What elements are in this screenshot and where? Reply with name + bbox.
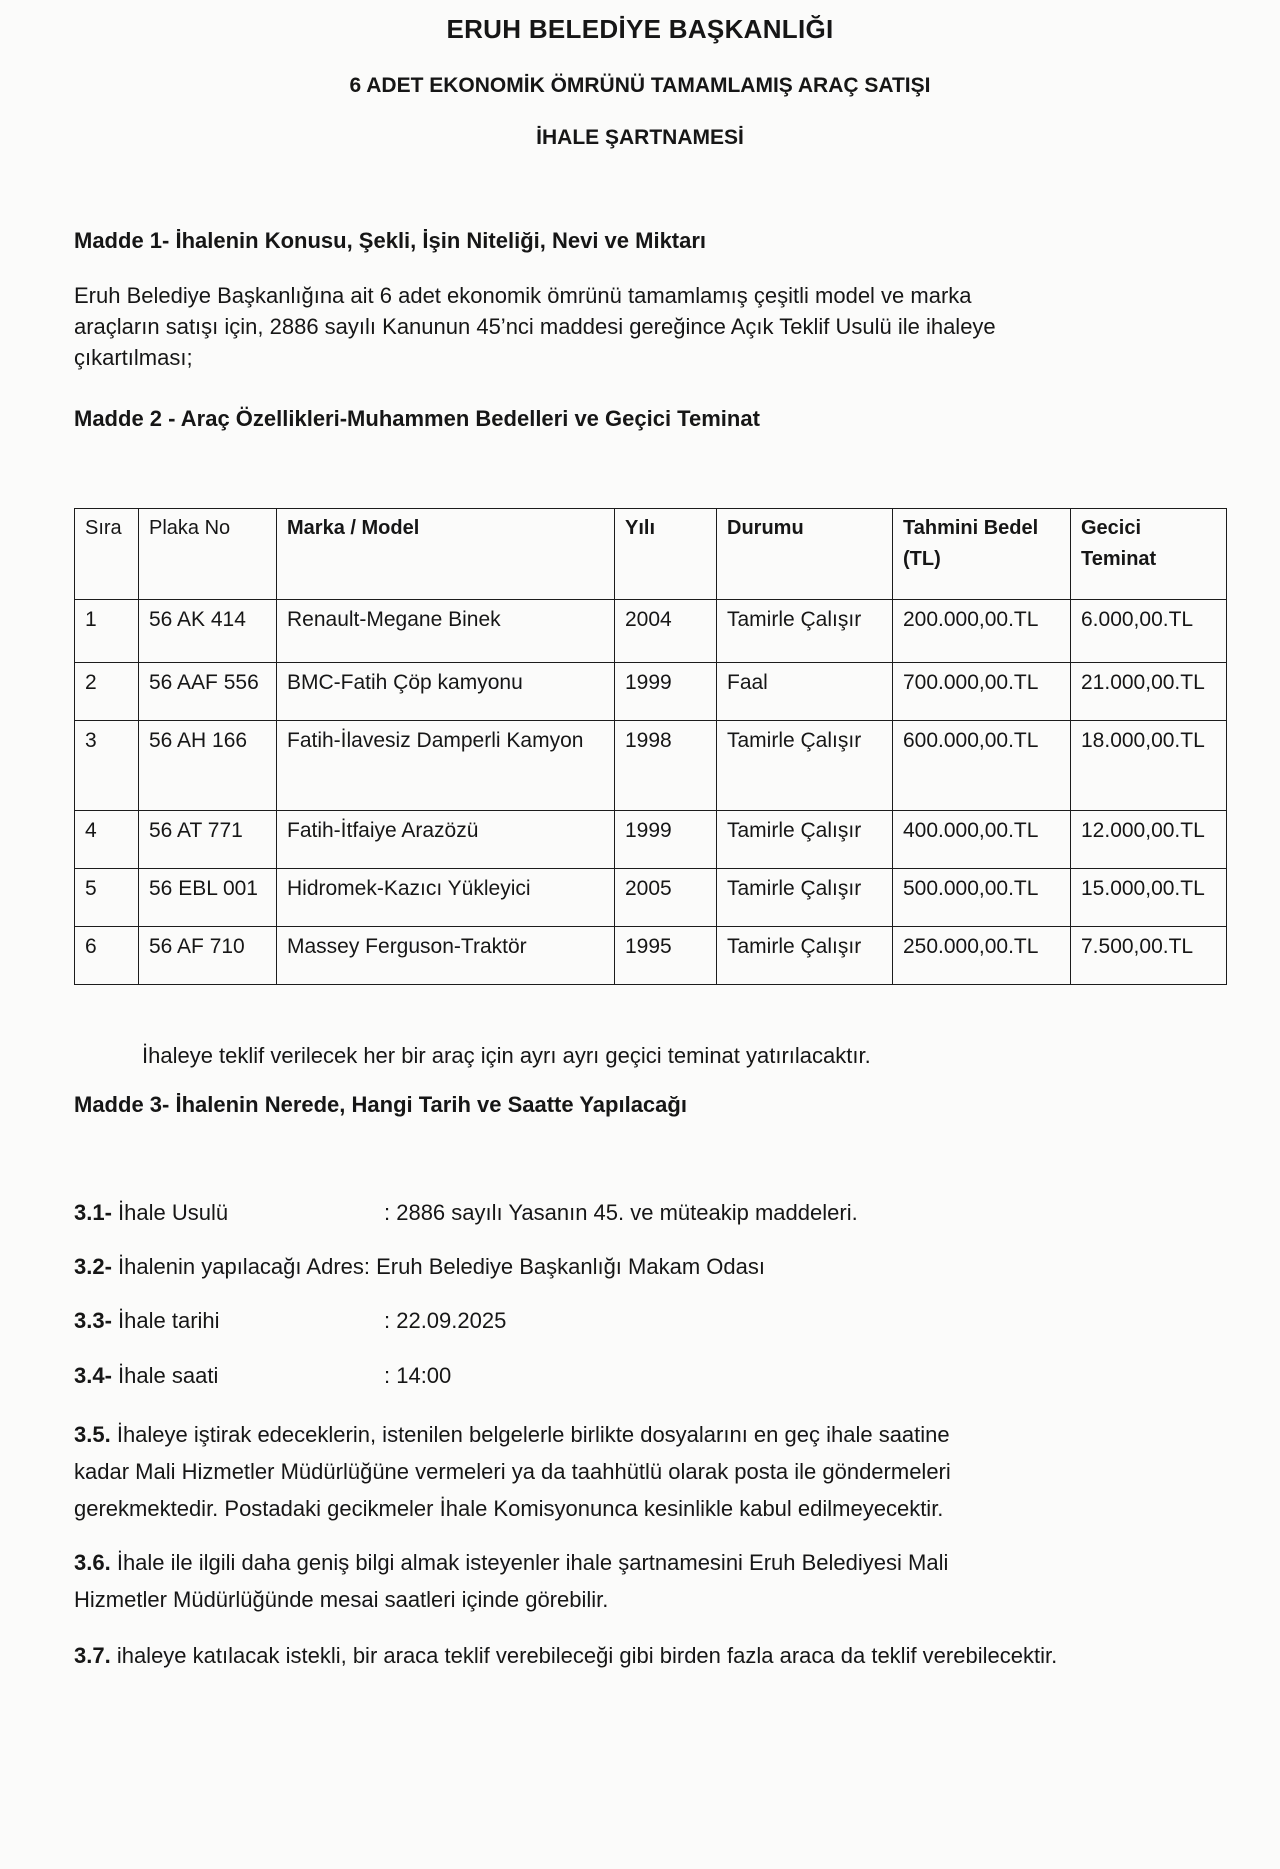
document-type: İHALE ŞARTNAMESİ <box>536 126 744 149</box>
item-3-5 <box>74 1416 1234 1527</box>
cell-tahmini-bedel: 400.000,00.TL <box>893 811 1071 869</box>
cell-plaka: 56 AH 166 <box>139 721 277 811</box>
cell-yili: 1998 <box>615 721 717 811</box>
cell-plaka: 56 AT 771 <box>139 811 277 869</box>
item-label: İhale Usulü <box>118 1200 229 1225</box>
cell-marka-model: Fatih-İlavesiz Damperli Kamyon <box>277 721 615 811</box>
cell-sira: 5 <box>75 869 139 927</box>
item-3-6 <box>74 1544 1234 1618</box>
cell-sira: 4 <box>75 811 139 869</box>
item-number: 3.2- <box>74 1254 112 1279</box>
item-number: 3.6. <box>74 1550 111 1575</box>
item-label: İhale tarihi <box>118 1308 220 1333</box>
item-number: 3.4- <box>74 1363 112 1388</box>
cell-gecici-teminat: 7.500,00.TL <box>1071 927 1227 985</box>
item-number: 3.1- <box>74 1200 112 1225</box>
column-header-gecici-teminat: Gecici Teminat <box>1071 509 1227 600</box>
column-header-yili: Yılı <box>615 509 717 600</box>
cell-tahmini-bedel: 500.000,00.TL <box>893 869 1071 927</box>
vehicle-table <box>74 508 1227 985</box>
document-subtitle: 6 ADET EKONOMİK ÖMRÜNÜ TAMAMLAMIŞ ARAÇ SATIŞI <box>349 74 931 97</box>
cell-yili: 2005 <box>615 869 717 927</box>
item-number: 3.7. <box>74 1643 111 1668</box>
item-3-5-line: kadar Mali Hizmetler Müdürlüğüne vermeleri ya da taahhütlü olarak posta ile göndermeleri <box>74 1459 951 1484</box>
cell-durumu: Faal <box>717 663 893 721</box>
cell-sira: 1 <box>75 600 139 663</box>
cell-tahmini-bedel: 200.000,00.TL <box>893 600 1071 663</box>
table-row <box>75 721 1227 811</box>
madde-1-paragraph <box>74 280 1234 373</box>
table-row <box>75 869 1227 927</box>
madde-1-line: çıkartılması; <box>74 345 193 370</box>
column-header-plaka: Plaka No <box>139 509 277 600</box>
cell-yili: 2004 <box>615 600 717 663</box>
column-header-sira: Sıra <box>75 509 139 600</box>
cell-plaka: 56 AF 710 <box>139 927 277 985</box>
item-3-7 <box>74 1640 1254 1671</box>
cell-tahmini-bedel: 250.000,00.TL <box>893 927 1071 985</box>
cell-plaka: 56 AK 414 <box>139 600 277 663</box>
table-row <box>75 927 1227 985</box>
table-header-row <box>75 509 1227 600</box>
item-label: İhalenin yapılacağı Adres: Eruh Belediye Başkanlığı Makam Odası <box>118 1254 765 1279</box>
item-3-6-line: Hizmetler Müdürlüğünde mesai saatleri içinde görebilir. <box>74 1587 609 1612</box>
cell-durumu: Tamirle Çalışır <box>717 811 893 869</box>
item-3-7-text: ihaleye katılacak istekli, bir araca teklif verebileceği gibi birden fazla araca da teklif verebilecektir. <box>116 1643 1058 1668</box>
item-number: 3.3- <box>74 1308 112 1333</box>
item-value: : 14:00 <box>384 1363 452 1388</box>
cell-durumu: Tamirle Çalışır <box>717 721 893 811</box>
cell-gecici-teminat: 18.000,00.TL <box>1071 721 1227 811</box>
cell-sira: 3 <box>75 721 139 811</box>
cell-yili: 1999 <box>615 811 717 869</box>
cell-durumu: Tamirle Çalışır <box>717 927 893 985</box>
cell-plaka: 56 EBL 001 <box>139 869 277 927</box>
column-header-marka-model: Marka / Model <box>277 509 615 600</box>
cell-plaka: 56 AAF 556 <box>139 663 277 721</box>
madde-2-heading: Madde 2 - Araç Özellikleri-Muhammen Bedelleri ve Geçici Teminat <box>74 406 760 431</box>
item-3-5-line: İhaleye iştirak edeceklerin, istenilen belgelerle birlikte dosyalarını en geç ihale saatine <box>116 1422 950 1447</box>
madde-1-heading: Madde 1- İhalenin Konusu, Şekli, İşin Niteliği, Nevi ve Miktarı <box>74 228 707 253</box>
cell-yili: 1995 <box>615 927 717 985</box>
teminat-note: İhaleye teklif verilecek her bir araç için ayrı ayrı geçici teminat yatırılacaktır. <box>142 1043 871 1068</box>
table-row <box>75 663 1227 721</box>
cell-durumu: Tamirle Çalışır <box>717 600 893 663</box>
item-number: 3.5. <box>74 1422 111 1447</box>
cell-gecici-teminat: 12.000,00.TL <box>1071 811 1227 869</box>
cell-gecici-teminat: 15.000,00.TL <box>1071 869 1227 927</box>
madde-1-line: Eruh Belediye Başkanlığına ait 6 adet ekonomik ömrünü tamamlamış çeşitli model ve marka <box>74 283 972 308</box>
item-3-6-line: İhale ile ilgili daha geniş bilgi almak isteyenler ihale şartnamesini Eruh Belediyesi Mali <box>116 1550 949 1575</box>
item-3-5-line: gerekmektedir. Postadaki gecikmeler İhale Komisyonunca kesinlikle kabul edilmeyecektir. <box>74 1496 944 1521</box>
cell-marka-model: Massey Ferguson-Traktör <box>277 927 615 985</box>
cell-tahmini-bedel: 600.000,00.TL <box>893 721 1071 811</box>
column-header-tahmini-bedel: Tahmini Bedel (TL) <box>893 509 1071 600</box>
column-header-durumu: Durumu <box>717 509 893 600</box>
item-value: : 22.09.2025 <box>384 1308 507 1333</box>
cell-sira: 2 <box>75 663 139 721</box>
cell-yili: 1999 <box>615 663 717 721</box>
cell-marka-model: Fatih-İtfaiye Arazözü <box>277 811 615 869</box>
item-value: : 2886 sayılı Yasanın 45. ve müteakip maddeleri. <box>384 1200 858 1225</box>
table-row <box>75 811 1227 869</box>
table-row <box>75 600 1227 663</box>
document-title: ERUH BELEDİYE BAŞKANLIĞI <box>446 14 834 44</box>
cell-marka-model: Renault-Megane Binek <box>277 600 615 663</box>
cell-durumu: Tamirle Çalışır <box>717 869 893 927</box>
cell-gecici-teminat: 6.000,00.TL <box>1071 600 1227 663</box>
item-label: İhale saati <box>118 1363 219 1388</box>
cell-gecici-teminat: 21.000,00.TL <box>1071 663 1227 721</box>
vehicle-table-body <box>75 600 1227 985</box>
cell-sira: 6 <box>75 927 139 985</box>
madde-1-line: araçların satışı için, 2886 sayılı Kanunun 45’nci maddesi gereğince Açık Teklif Usulü ile ihaleye <box>74 314 996 339</box>
cell-marka-model: Hidromek-Kazıcı Yükleyici <box>277 869 615 927</box>
cell-tahmini-bedel: 700.000,00.TL <box>893 663 1071 721</box>
cell-marka-model: BMC-Fatih Çöp kamyonu <box>277 663 615 721</box>
madde-3-heading: Madde 3- İhalenin Nerede, Hangi Tarih ve Saatte Yapılacağı <box>74 1092 687 1117</box>
